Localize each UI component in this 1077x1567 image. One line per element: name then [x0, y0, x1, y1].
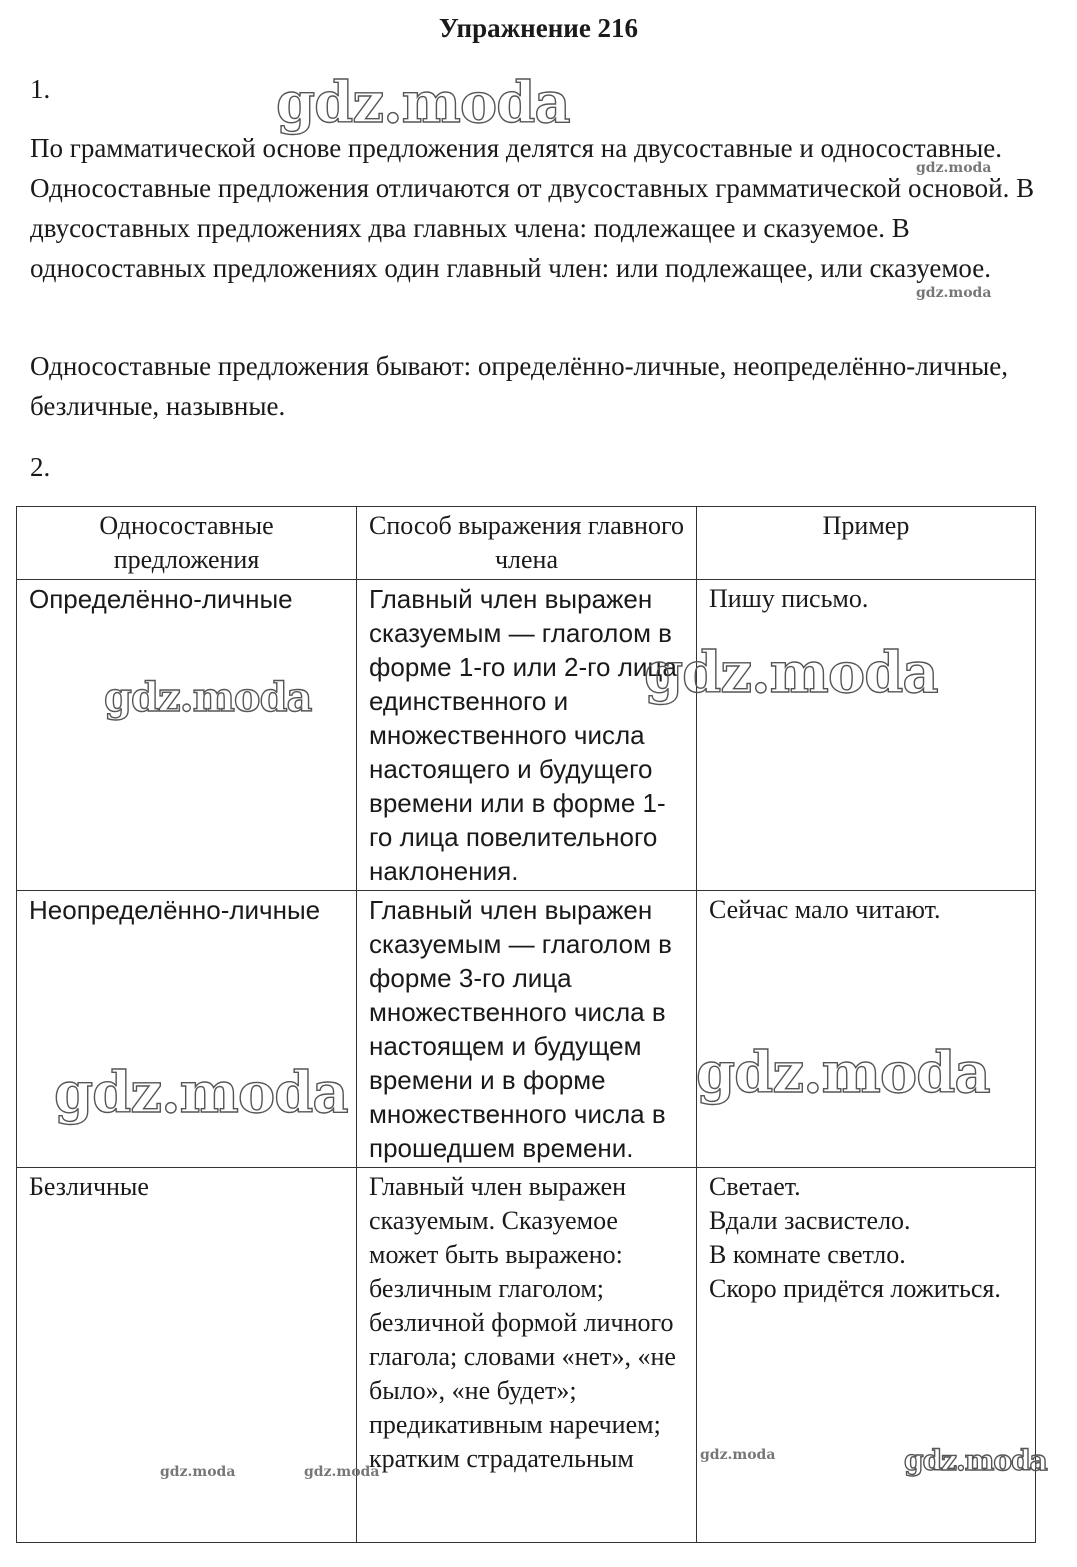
watermark-logo: gdz.moda — [54, 1060, 348, 1126]
cell-method: Главный член выражен сказуемым — глаголом в форме 1-го или 2-го лица единственного и множественного числа настоящего и будущего времени или в форме 1-го лица повелительного наклонения. — [357, 580, 697, 891]
exercise-title: Упражнение 216 — [438, 13, 639, 43]
watermark-logo: gdz.moda — [700, 1447, 776, 1463]
header-method: Способ выражения главного члена — [357, 507, 697, 580]
cell-method: Главный член выражен сказуемым — глаголом в форме 3-го лица множественного числа в настоящем и будущем времени и в форме множественного числа в прошедшем времени. — [357, 891, 697, 1168]
cell-method: Главный член выражен сказуемым. Сказуемое может быть выражено: безличным глаголом; безличной формой личного глагола; словами «нет», «не было», «не будет»; предикативным наречием; кратким страдательным — [357, 1168, 697, 1543]
example-line: Сейчас мало читают. — [709, 895, 941, 924]
section-2-number: 2. — [30, 452, 51, 482]
table-header-row — [17, 507, 1036, 580]
watermark-logo: gdz.moda — [160, 1464, 236, 1480]
cell-type: Определённо-личные — [17, 580, 357, 891]
header-example: Пример — [697, 507, 1036, 580]
cell-type: Безличные — [17, 1168, 357, 1543]
watermark-logo: gdz.moda — [916, 285, 992, 301]
example-line: Вдали засвистело. — [709, 1206, 911, 1235]
cell-example — [697, 891, 1036, 1168]
sentence-types-table — [16, 506, 1036, 1543]
cell-type: Неопределённо-личные — [17, 891, 357, 1168]
watermark-logo: gdz.moda — [696, 1040, 990, 1106]
watermark-logo: gdz.moda — [304, 1464, 380, 1480]
example-line: Пишу письмо. — [709, 584, 869, 613]
watermark-logo: gdz.moda — [644, 640, 938, 706]
example-line: В комнате светло. — [709, 1240, 906, 1269]
table-row — [17, 891, 1036, 1168]
watermark-logo: gdz.moda — [276, 70, 570, 136]
table-row — [17, 1168, 1036, 1543]
section-1-paragraph-1: По грамматической основе предложения делятся на двусоставные и односоставные. Односоставные предложения отличаются от двусоставных грамматической основой. В двусоставных предложениях два главных члена: подлежащее и сказуемое. В односоставных предложениях один главный член: или подлежащее, или сказуемое. — [30, 133, 1035, 283]
example-line: Скоро придётся ложиться. — [709, 1274, 1001, 1303]
cell-example — [697, 1168, 1036, 1543]
table-row — [17, 580, 1036, 891]
watermark-logo: gdz.moda — [904, 1444, 1047, 1477]
section-1-number: 1. — [30, 74, 51, 104]
watermark-logo: gdz.moda — [916, 160, 992, 176]
section-1-paragraph-2: Односоставные предложения бывают: определённо-личные, неопределённо-личные, безличные, назывные. — [30, 351, 1009, 421]
example-line: Светает. — [709, 1172, 801, 1201]
watermark-logo: gdz.moda — [104, 674, 312, 721]
header-type: Односоставные предложения — [17, 507, 357, 580]
cell-example — [697, 580, 1036, 891]
